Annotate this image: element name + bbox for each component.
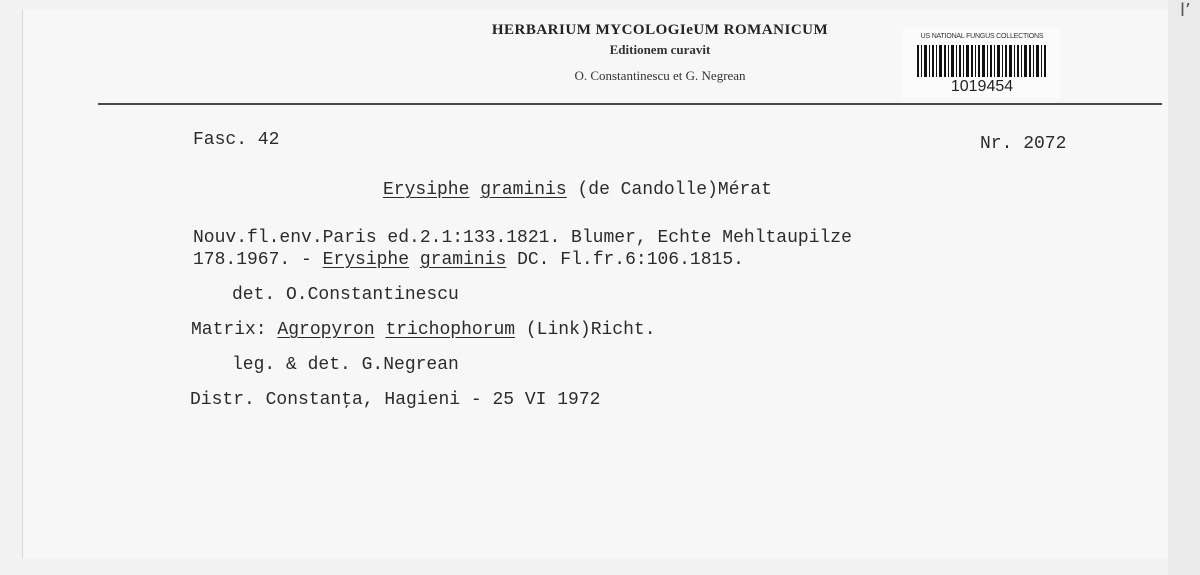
barcode-icon xyxy=(917,45,1047,77)
barcode-number: 1019454 xyxy=(950,78,1014,95)
species-genus: Erysiphe xyxy=(383,180,470,200)
ref-epithet: graminis xyxy=(419,250,507,270)
label-header xyxy=(450,22,870,84)
herbarium-editors: O. Constantinescu et G. Negrean xyxy=(574,68,746,83)
reference-line-2 xyxy=(193,250,744,270)
reference-line-1: Nouv.fl.env.Paris ed.2.1:133.1821. Blumer, Echte Mehltaupilze xyxy=(193,228,852,248)
determiner: det. O.Constantinescu xyxy=(232,285,459,305)
matrix-prefix: Matrix: xyxy=(191,320,278,340)
matrix-genus: Agropyron xyxy=(277,320,375,340)
herbarium-subtitle: Editionem curavit xyxy=(609,42,711,57)
collector: leg. & det. G.Negrean xyxy=(232,355,459,375)
ref-genus: Erysiphe xyxy=(322,250,410,270)
header-divider xyxy=(98,103,1162,105)
page-edge xyxy=(1168,0,1200,575)
ref-suffix: DC. Fl.fr.6:106.1815. xyxy=(506,250,744,270)
matrix-epithet: trichophorum xyxy=(385,320,516,340)
edge-mark: l’ xyxy=(1180,0,1191,21)
matrix-author: (Link)Richt. xyxy=(515,320,656,340)
locality-date: Distr. Constanţa, Hagieni - 25 VI 1972 xyxy=(190,390,601,410)
species-name xyxy=(383,180,772,200)
species-author: (de Candolle)Mérat xyxy=(577,180,772,200)
herbarium-title: HERBARIUM MYCOLOGIеUM ROMANICUM xyxy=(491,22,829,38)
species-epithet: graminis xyxy=(480,180,567,200)
exsiccata-number: Nr. 2072 xyxy=(980,134,1067,154)
barcode-institution: US NATIONAL FUNGUS COLLECTIONS xyxy=(920,33,1044,40)
ref-prefix: 178.1967. - xyxy=(193,250,323,270)
fascicle-number: Fasc. 42 xyxy=(193,130,280,150)
matrix-line xyxy=(191,320,656,340)
